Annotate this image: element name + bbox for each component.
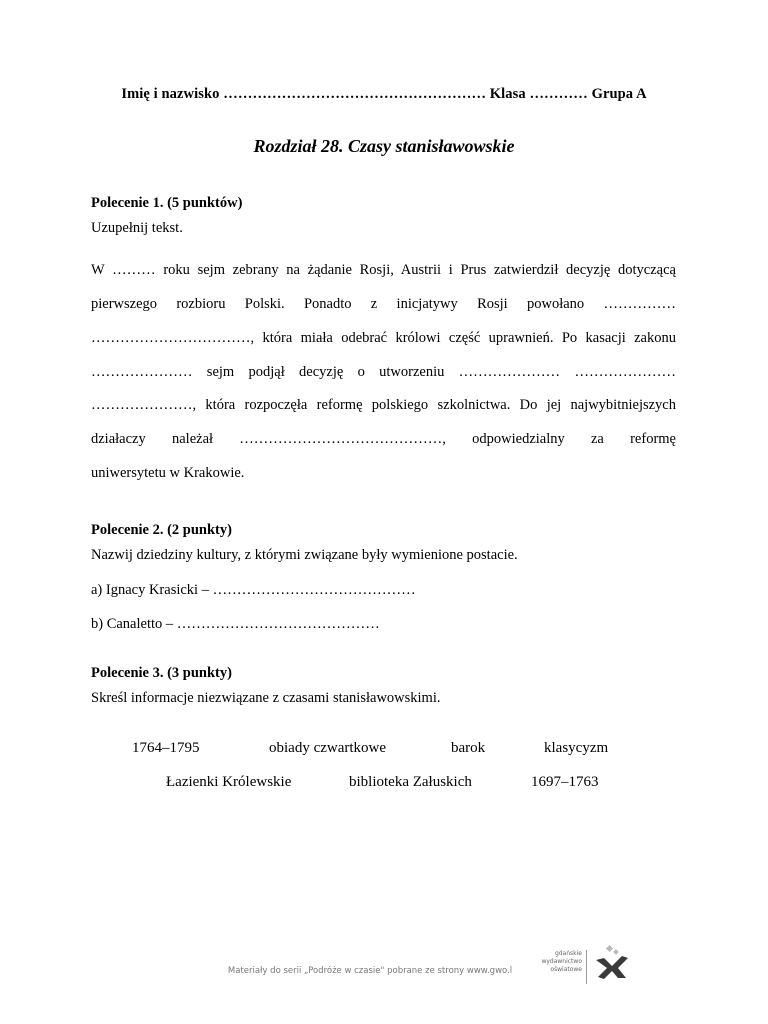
task3-instruction: Skreśl informacje niezwiązane z czasami stanisławowskimi. xyxy=(91,690,441,706)
logo-divider xyxy=(586,950,587,984)
publisher-logo-icon xyxy=(592,944,632,989)
logo-line-2: wydawnictwo xyxy=(541,958,582,965)
task1-heading: Polecenie 1. (5 punktów) xyxy=(91,195,243,211)
task2-item-a: a) Ignacy Krasicki – …………………………………… xyxy=(91,582,416,598)
footer-source-note: Materiały do serii „Podróże w czasie" pobrane ze strony www.gwo.l xyxy=(227,966,513,976)
task2-instruction: Nazwij dziedziny kultury, z którymi związane były wymienione postacie. xyxy=(91,547,518,563)
logo-line-1: gdańskie xyxy=(554,950,582,957)
task2-heading: Polecenie 2. (2 punkty) xyxy=(91,522,232,538)
option-1764-1795: 1764–1795 xyxy=(132,740,200,756)
option-klasycyzm: klasycyzm xyxy=(544,740,609,756)
task1-text-line-4: ………………… sejm podjął decyzję o utworzeniu ………………… ………………… xyxy=(91,364,676,380)
option-barok: barok xyxy=(451,740,486,756)
option-obiady-czwartkowe: obiady czwartkowe xyxy=(269,740,387,756)
task1-text-line-7: uniwersytetu w Krakowie. xyxy=(91,465,245,481)
logo-diamond-right xyxy=(613,949,619,955)
option-lazienki-krolewskie: Łazienki Królewskie xyxy=(166,774,292,790)
task1-text-line-2: pierwszego rozbioru Polski. Ponadto z inicjatywy Rosji powołano …………… xyxy=(91,296,676,312)
option-biblioteka-zaluskich: biblioteka Załuskich xyxy=(349,774,472,790)
chapter-title: Rozdział 28. Czasy stanisławowskie xyxy=(253,136,515,156)
student-info-line: Imię i nazwisko ……………………………………………… Klasa ………… Grupa A xyxy=(121,86,647,102)
task3-heading: Polecenie 3. (3 punkty) xyxy=(91,665,232,681)
task1-text-line-6: działaczy należał ……………………………………, odpowiedzialny za reformę xyxy=(91,431,676,447)
task1-text-line-1: W ……… roku sejm zebrany na żądanie Rosji, Austrii i Prus zatwierdził decyzję dotyczącą xyxy=(91,262,676,278)
task1-text-line-5: …………………, która rozpoczęła reformę polskiego szkolnictwa. Do jej najwybitniejszych xyxy=(91,397,676,413)
task1-instruction: Uzupełnij tekst. xyxy=(91,220,183,236)
option-1697-1763: 1697–1763 xyxy=(531,774,599,790)
publisher-logo-text xyxy=(532,950,582,974)
logo-line-3: oświatowe xyxy=(550,966,582,973)
task2-item-b: b) Canaletto – …………………………………… xyxy=(91,616,380,632)
logo-diamond-top xyxy=(606,945,613,952)
logo-figure xyxy=(596,956,628,979)
task1-text-line-3: ……………………………, która miała odebrać królowi część uprawnień. Po kasacji zakonu xyxy=(91,330,676,346)
